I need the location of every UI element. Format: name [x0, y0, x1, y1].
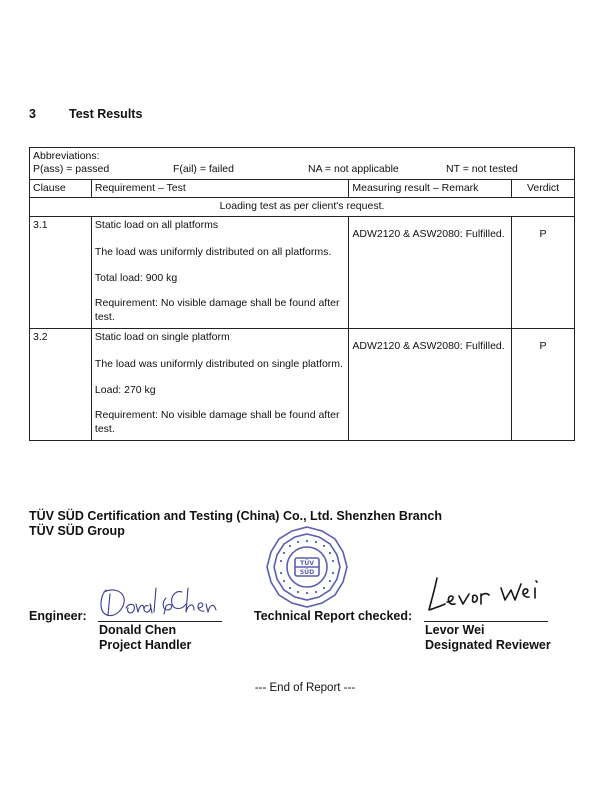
- section-title: Test Results: [69, 107, 143, 121]
- table-row: [30, 328, 575, 440]
- requirement-detail: The load was uniformly distributed on all platforms.: [94, 246, 332, 259]
- requirement-title: Static load on single platform: [94, 330, 230, 343]
- table-note: Loading test as per client's request.: [30, 198, 575, 216]
- report-checked-label: Technical Report checked:: [254, 609, 413, 623]
- abbr-na: NA = not applicable: [308, 163, 399, 176]
- reviewer-signature-line: [424, 621, 548, 622]
- abbr-pass: P(ass) = passed: [33, 163, 110, 176]
- svg-text:SÜD: SÜD: [299, 569, 315, 576]
- end-of-report: --- End of Report ---: [254, 682, 356, 694]
- engineer-name: Donald Chen: [99, 623, 177, 637]
- svg-text:TÜV: TÜV: [299, 560, 315, 567]
- row-requirement: [91, 328, 348, 440]
- abbreviations-row: [30, 148, 575, 180]
- company-block: [29, 509, 442, 539]
- header-requirement: Requirement – Test: [91, 179, 348, 197]
- section-number: 3: [29, 107, 36, 121]
- measuring-result: ADW2120 & ASW2080: Fulfilled.: [352, 227, 505, 240]
- table-row: [30, 216, 575, 328]
- header-clause: Clause: [30, 179, 92, 197]
- row-verdict: [512, 328, 575, 440]
- company-seal-stamp: [264, 524, 350, 610]
- reviewer-name: Levor Wei: [425, 623, 485, 637]
- requirement-criteria: Requirement: No visible damage shall be found after test.: [94, 297, 340, 323]
- abbreviations-title: Abbreviations:: [33, 150, 100, 162]
- company-group: TÜV SÜD Group: [29, 524, 125, 538]
- reviewer-block: [425, 623, 551, 653]
- requirement-load: Total load: 900 kg: [94, 271, 178, 284]
- section-heading: [29, 107, 142, 121]
- measuring-result: ADW2120 & ASW2080: Fulfilled.: [352, 339, 505, 352]
- engineer-block: [99, 623, 191, 653]
- reviewer-role: Designated Reviewer: [425, 638, 551, 652]
- test-results-table: [29, 147, 575, 441]
- verdict-value: P: [539, 339, 547, 352]
- company-name: TÜV SÜD Certification and Testing (China) Co., Ltd. Shenzhen Branch: [29, 509, 442, 523]
- requirement-detail: The load was uniformly distributed on single platform.: [94, 358, 343, 371]
- row-verdict: [512, 216, 575, 328]
- engineer-signature: [96, 582, 220, 622]
- engineer-role: Project Handler: [99, 638, 192, 652]
- header-verdict: Verdict: [512, 179, 575, 197]
- row-clause: 3.2: [30, 328, 92, 440]
- table-header-row: [30, 179, 575, 197]
- abbr-fail: F(ail) = failed: [173, 163, 234, 176]
- requirement-title: Static load on all platforms: [94, 218, 219, 231]
- header-measuring: Measuring result – Remark: [349, 179, 512, 197]
- row-measuring: [349, 328, 512, 440]
- abbreviations-cell: [30, 148, 575, 180]
- row-measuring: [349, 216, 512, 328]
- requirement-criteria: Requirement: No visible damage shall be found after test.: [94, 409, 340, 435]
- reviewer-signature: [423, 566, 551, 618]
- engineer-signature-line: [98, 621, 222, 622]
- engineer-label: Engineer:: [29, 609, 87, 623]
- verdict-value: P: [539, 227, 547, 240]
- abbr-nt: NT = not tested: [446, 163, 518, 176]
- table-note-row: [30, 198, 575, 216]
- requirement-load: Load: 270 kg: [94, 383, 156, 396]
- row-requirement: [91, 216, 348, 328]
- row-clause: 3.1: [30, 216, 92, 328]
